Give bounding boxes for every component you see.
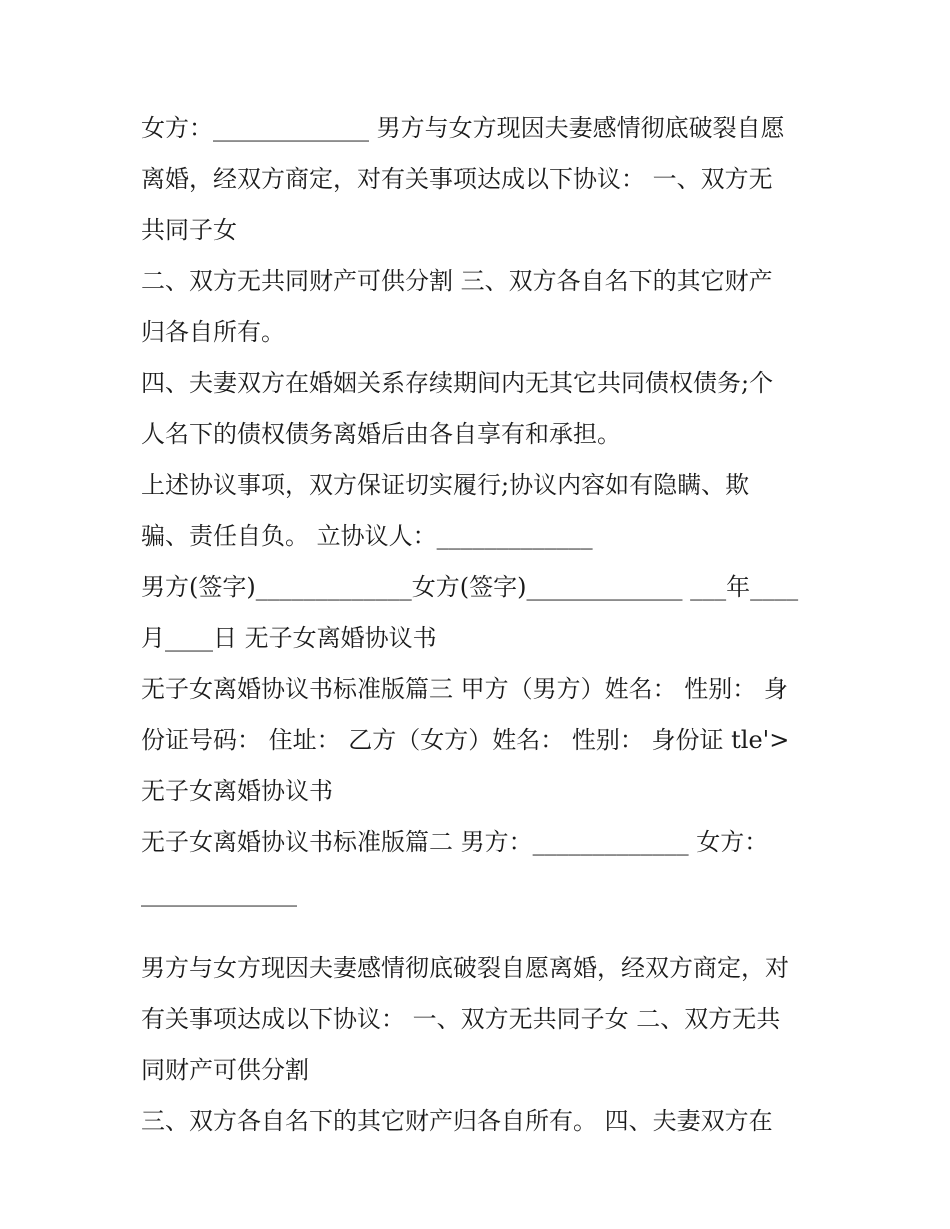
text-line: 骗、责任自负。 立协议人：_____________ [141,522,593,550]
text-line: 同财产可供分割 [141,1056,309,1084]
text-line: 离婚，经双方商定，对有关事项达成以下协议： 一、双方无 [141,165,773,193]
signature-line: 男方(签字)_____________女方(签字)_____________ ___年____ [141,573,799,601]
text-line: 三、双方各自名下的其它财产归各自所有。 四、夫妻双方在 [141,1107,773,1135]
text-line: 四、夫妻双方在婚姻关系存续期间内无其它共同债权债务;个 [141,369,774,397]
text-line: 男方与女方现因夫妻感情彻底破裂自愿离婚，经双方商定，对 [141,954,789,982]
text-line: 人名下的债权债务离婚后由各自享有和承担。 [141,420,621,448]
text-line: 无子女离婚协议书标准版篇三 甲方（男方）姓名： 性别： 身 [141,675,788,703]
text-line: 二、双方无共同财产可供分割 三、双方各自名下的其它财产 [141,267,773,295]
text-line: 上述协议事项，双方保证切实履行;协议内容如有隐瞒、欺 [141,471,750,499]
section-title: 无子女离婚协议书 [141,777,333,805]
text-line: 女方：_____________ 男方与女方现因夫妻感情彻底破裂自愿 [141,114,785,142]
text-line: 份证号码： 住址： 乙方（女方）姓名： 性别： 身份证 tle'> [141,726,790,754]
text-line: 有关事项达成以下协议： 一、双方无共同子女 二、双方无共 [141,1005,781,1033]
text-line: 共同子女 [141,216,237,244]
paragraph-gap [141,919,821,943]
text-line: 归各自所有。 [141,318,285,346]
document-body [141,103,821,1147]
blank-field-line: _____________ [141,879,297,907]
date-line: 月____日 无子女离婚协议书 [141,624,437,652]
text-line: 无子女离婚协议书标准版篇二 男方：_____________ 女方： [141,828,769,856]
